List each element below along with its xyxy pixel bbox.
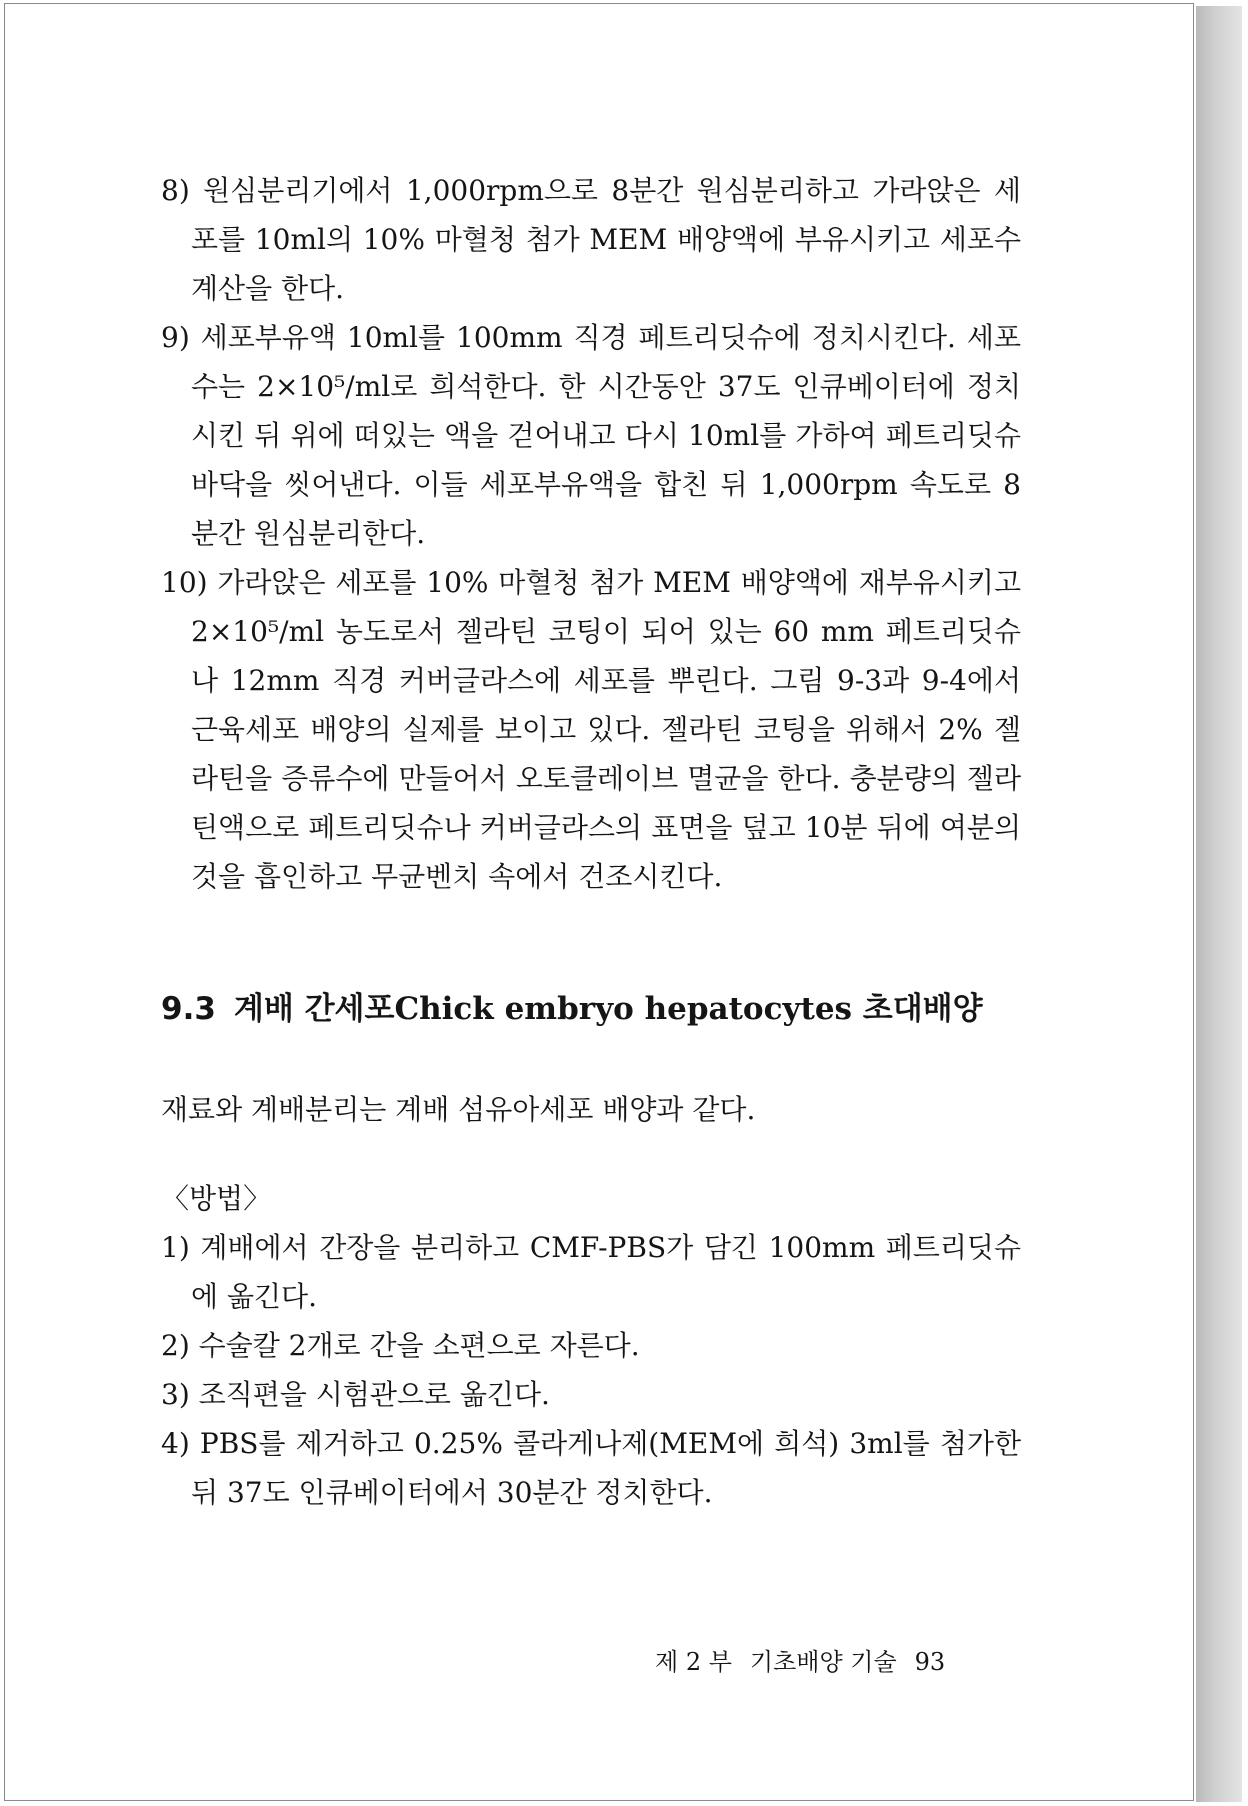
method-label: 〈방법〉 — [161, 1182, 272, 1215]
section-number: 9.3 — [161, 991, 216, 1027]
step-4: 4) PBS를 제거하고 0.25% 콜라게나제(MEM에 희석) 3ml를 첨가한 뒤 37도 인큐베이터에서 30분간 정치한다. — [161, 1427, 1021, 1509]
page-number: 93 — [914, 1648, 946, 1676]
footer-part: 제 2 부 — [655, 1648, 732, 1676]
section-title: 계배 간세포Chick embryo hepatocytes 초대배양 — [233, 991, 983, 1027]
footer-chapter: 기초배양 기술 — [749, 1648, 897, 1676]
page-stack-edge — [1196, 6, 1242, 1802]
list-item-8: 8) 원심분리기에서 1,000rpm으로 8분간 원심분리하고 가라앉은 세포를 10ml의 10% 마혈청 첨가 MEM 배양액에 부유시키고 세포수 계산을 한다. — [161, 174, 1021, 305]
running-footer — [655, 1646, 945, 1678]
step-3: 3) 조직편을 시험관으로 옮긴다. — [161, 1378, 550, 1411]
step-2: 2) 수술칼 2개로 간을 소편으로 자른다. — [161, 1329, 640, 1362]
intro-paragraph: 재료와 계배분리는 계배 섬유아세포 배양과 같다. — [161, 1093, 756, 1126]
page-content — [161, 166, 1021, 1517]
book-page — [4, 3, 1194, 1801]
step-1: 1) 계배에서 간장을 분리하고 CMF-PBS가 담긴 100mm 페트리딧슈에 옮긴다. — [161, 1231, 1021, 1313]
list-item-10: 10) 가라앉은 세포를 10% 마혈청 첨가 MEM 배양액에 재부유시키고 2×10⁵/ml 농도로서 젤라틴 코팅이 되어 있는 60 mm 페트리딧슈나 12mm 직경 커버글라스에 세포를 뿌린다. 그림 9-3과 9-4에서 근육세포 배양의 실제를 보이고 있다. 젤라틴 코팅을 위해서 2% 젤라틴을 증류수에 만들어서 오토클레이브 멸균을 한다. 충분량의 젤라틴액으로 페트리딧슈나 커버글라스의 표면을 덮고 10분 뒤에 여분의 것을 흡인하고 무균벤치 속에서 건조시킨다. — [161, 566, 1021, 893]
section-heading — [161, 987, 1021, 1031]
list-item-9: 9) 세포부유액 10ml를 100mm 직경 페트리딧슈에 정치시킨다. 세포수는 2×10⁵/ml로 희석한다. 한 시간동안 37도 인큐베이터에 정치시킨 뒤 위에 떠있는 액을 걷어내고 다시 10ml를 가하여 페트리딧슈 바닥을 씻어낸다. 이들 세포부유액을 합친 뒤 1,000rpm 속도로 8분간 원심분리한다. — [161, 321, 1021, 550]
